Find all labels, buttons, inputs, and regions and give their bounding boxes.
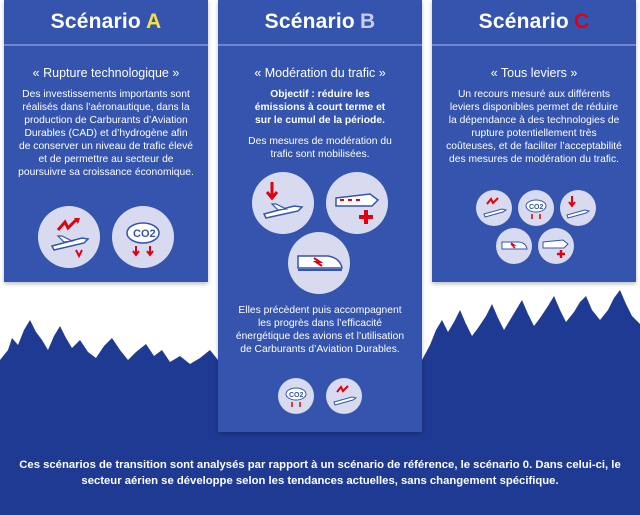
train-plus-icon: [326, 172, 388, 234]
co2-reduction-icon: [518, 190, 554, 226]
svg-text:CO2: CO2: [529, 204, 544, 211]
scenario-b-subtitle: « Modération du trafic »: [254, 66, 386, 80]
scenario-c-letter: C: [573, 10, 590, 33]
scenario-a-subtitle: « Rupture technologique »: [32, 66, 180, 80]
scenario-b-text-2: Elles précèdent puis accompagnent les progrès dans l’efficacité énergétique des avions et l’utilisation de Carburants d’Aviation Durables.: [235, 305, 405, 355]
plane-traffic-down-icon: [560, 190, 596, 226]
scenario-c-card: [432, 0, 636, 282]
co2-reduction-icon: [112, 206, 174, 268]
scenario-a-letter: A: [145, 10, 162, 33]
high-speed-train-icon: [496, 228, 532, 264]
tech-plane-icon: [476, 190, 512, 226]
scenario-c-subtitle: « Tous leviers »: [490, 66, 578, 80]
scenario-a-header: [4, 0, 208, 46]
tech-plane-icon: [326, 378, 362, 414]
scenario-b-card: [218, 0, 422, 432]
scenario-c-description: Un recours mesuré aux différents leviers disponibles permet de réduire la dépendance à des technologies de rupture potentiellement très coûteuses, et de faciliter l’acceptabilité des mesures de modération du trafic.: [446, 89, 622, 165]
scenario-b-header: [218, 0, 422, 46]
scenario-b-title: Scénario: [264, 10, 355, 33]
footer-note: Ces scénarios de transition sont analysés par rapport à un scénario de référence, le scénario 0. Dans celui-ci, le secteur aérien se développe selon les tendances actuelles, sans changement spécifique.: [19, 459, 621, 487]
train-plus-icon: [538, 228, 574, 264]
scenario-c-title: Scénario: [478, 10, 569, 33]
svg-text:CO2: CO2: [289, 392, 304, 399]
scenario-a-card: [4, 0, 208, 282]
scenario-b-text-1: Des mesures de modération du trafic sont mobilisées.: [248, 136, 392, 160]
co2-reduction-icon: [278, 378, 314, 414]
scenario-b-letter: B: [359, 10, 376, 33]
svg-text:CO2: CO2: [133, 228, 156, 240]
high-speed-train-icon: [288, 232, 350, 294]
tech-plane-icon: [38, 206, 100, 268]
scenario-a-description: Des investissements importants sont réalisés dans l’aéronautique, dans la production de Carburants d’Aviation Durables (CAD) et d’hydrogène afin de conserver un niveau de trafic élevé et de permettre au secteur de poursuivre sa croissance économique.: [18, 89, 194, 178]
scenario-c-header: [432, 0, 636, 46]
scenario-b-objective: Objectif : réduire les émissions à court terme et sur le cumul de la période.: [254, 89, 386, 126]
scenario-a-title: Scénario: [50, 10, 141, 33]
plane-traffic-down-icon: [252, 172, 314, 234]
